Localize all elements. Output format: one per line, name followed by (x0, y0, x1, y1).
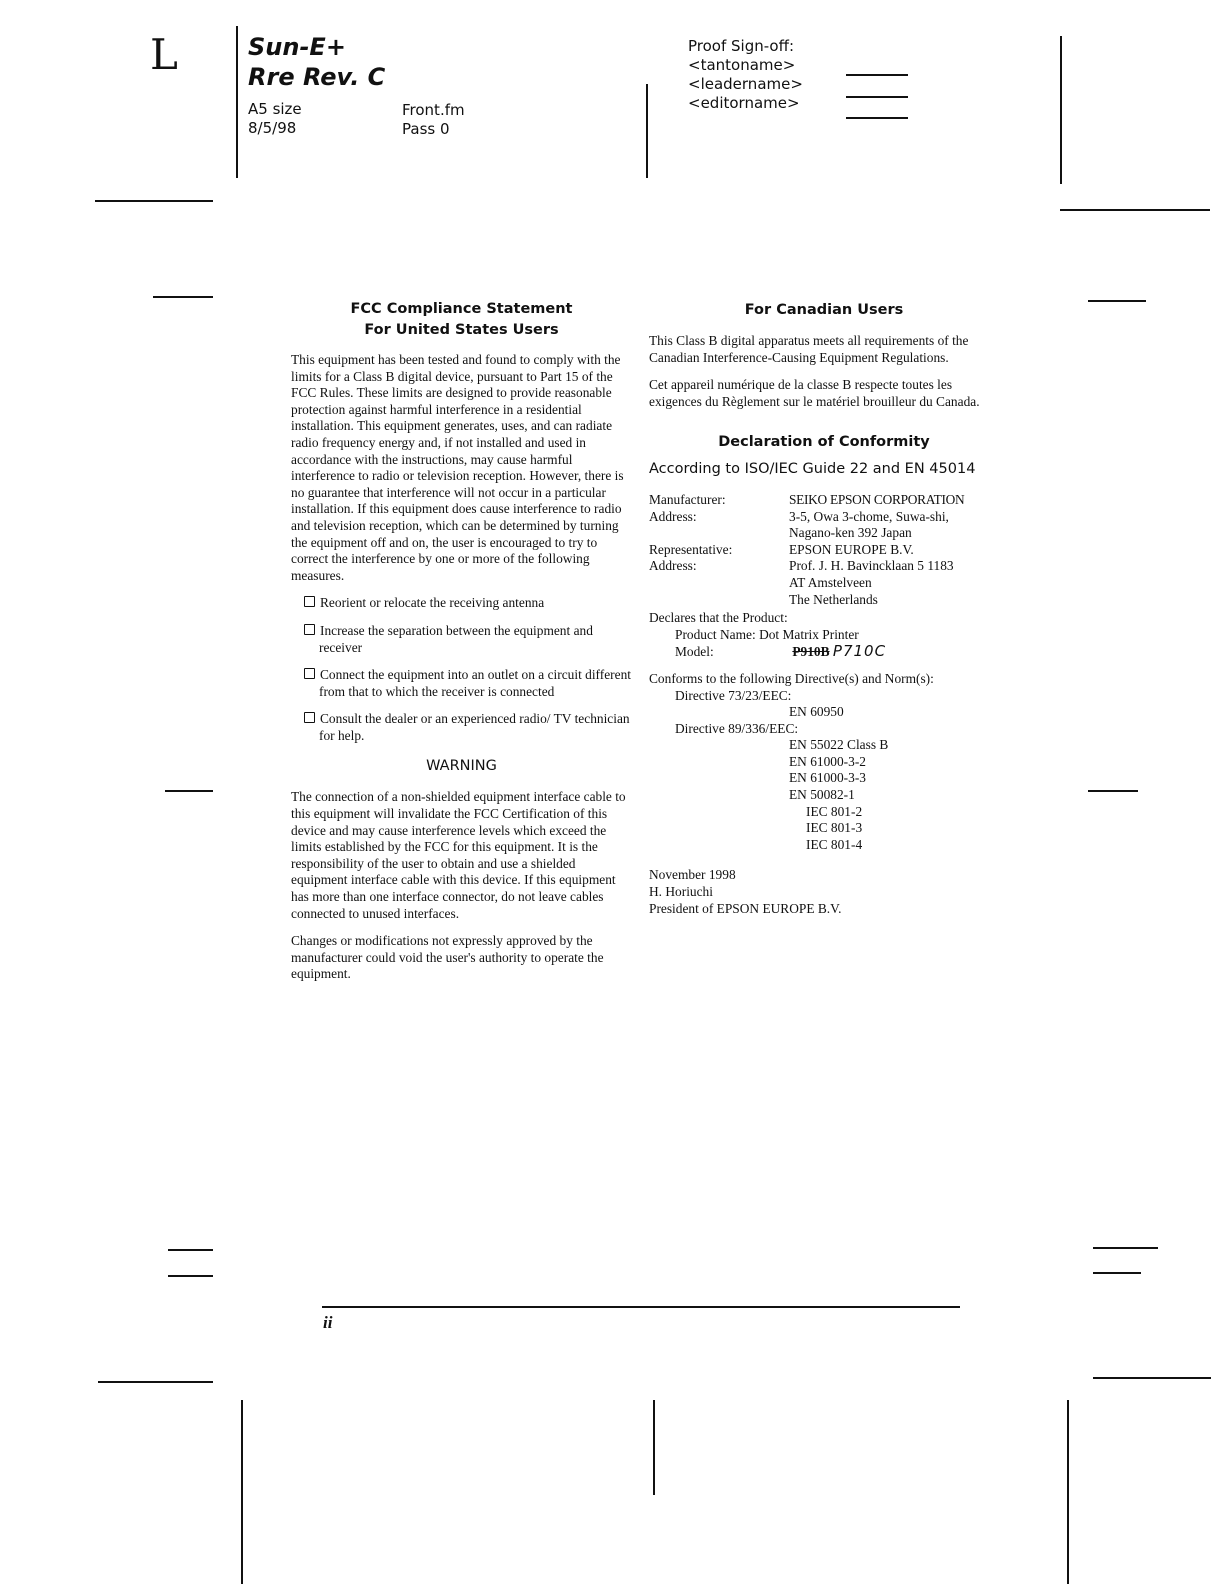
table-row (649, 492, 964, 509)
canada-heading: For Canadian Users (744, 302, 904, 318)
model-label: Model: (675, 644, 714, 660)
fold-mark-left (165, 790, 213, 792)
footer-rule (322, 1306, 960, 1308)
list-item: Reorient or relocate the receiving antenna (304, 595, 632, 612)
directive1-norm: EN 60950 (789, 704, 844, 720)
directive2-norm: EN 61000-3-2 (789, 753, 866, 769)
directive2-norm: EN 50082-1 (789, 787, 855, 803)
signature-line-editor (846, 117, 908, 119)
checkbox-bullet-icon (304, 596, 315, 607)
doc-date: 8/5/98 (248, 119, 297, 137)
proof-signoff (688, 37, 803, 113)
directive2: Directive 89/336/EEC: (675, 720, 799, 736)
signature-line-leader (846, 96, 908, 98)
table-row (649, 509, 964, 526)
table-row (649, 558, 964, 575)
fcc-section (291, 299, 632, 994)
checkbox-bullet-icon (304, 668, 315, 679)
signature-line-tanto (846, 74, 908, 76)
crop-mark-bottom-center-vertical (653, 1400, 655, 1495)
signer-title: President of EPSON EUROPE B.V. (649, 900, 842, 916)
conformity-according: According to ISO/IEC Guide 22 and EN 45014 (649, 461, 976, 478)
canada-french-paragraph: Cet appareil numérique de la classe B respecte toutes les exigences du Règlement sur le matériel brouilleur du Canada. (649, 377, 980, 409)
trim-mark-bottom-right-2 (1093, 1272, 1141, 1274)
directive2-norm: EN 55022 Class B (789, 737, 889, 753)
list-item: Consult the dealer or an experienced radio/ TV technician for help. (304, 711, 632, 744)
representative-label: Representative: (649, 541, 733, 557)
iec-norm: IEC 801-2 (806, 803, 863, 819)
product-name-value: Dot Matrix Printer (759, 626, 859, 642)
trim-mark-bottom-left-1 (168, 1249, 213, 1251)
iec-norm: IEC 801-3 (806, 820, 863, 836)
product-name-label: Product Name: (675, 626, 756, 642)
table-row (649, 575, 964, 592)
table-row (649, 542, 964, 559)
header-divider-middle (646, 84, 648, 178)
header-divider-left (236, 26, 238, 178)
fcc-heading-line1: FCC Compliance Statement (350, 301, 573, 317)
checkbox-bullet-icon (304, 712, 315, 723)
list-item: Increase the separation between the equipment and receiver (304, 623, 632, 656)
representative-address-line3: The Netherlands (789, 591, 878, 607)
directive2-norm: EN 61000-3-3 (789, 770, 866, 786)
product-name-row (649, 627, 999, 644)
manufacturer-label: Manufacturer: (649, 491, 726, 507)
manufacturer-address-line2: Nagano-ken 392 Japan (789, 525, 912, 541)
warning-heading: WARNING (426, 758, 497, 775)
doc-title-line1: Sun-E+ (248, 33, 346, 61)
model-handwritten: P710C (832, 642, 887, 661)
representative-address-line2: AT Amstelveen (789, 574, 872, 590)
doc-file: Front.fm (402, 101, 465, 119)
manufacturer-address-line1: 3-5, Owa 3-chome, Suwa-shi, (789, 508, 949, 524)
declaration-date: November 1998 (649, 867, 736, 883)
fcc-paragraph: This equipment has been tested and found to comply with the limits for a Class B digital device, pursuant to Part 15 of the FCC Rules. These limits are designed to provide reasonable protection against harmful interference in a residential installation. This equipment generates, uses, and can radiate radio frequency energy and, if not installed and used in accordance with the instructions, may cause harmful interference to radio or television reception. However, there is no guarantee that interference will not occur in a particular installation. If this equipment does cause interference to radio and television reception, which can be determined by turning the equipment off and on, the user is encouraged to try to correct the interference by one or more of the following measures. (291, 352, 624, 583)
changes-paragraph: Changes or modifications not expressly approved by the manufacturer could void the user's authority to operate the equipment. (291, 933, 604, 982)
crop-mark-top-right (1060, 209, 1210, 211)
trim-mark-top-left (153, 296, 213, 298)
crop-mark-top-left (95, 200, 213, 202)
representative-address-line1: Prof. J. H. Bavincklaan 5 1183 (789, 558, 954, 574)
crop-mark-bottom-left-vertical (241, 1400, 243, 1584)
doc-size: A5 size (248, 100, 302, 118)
representative-value: EPSON EUROPE B.V. (789, 541, 914, 557)
model-struck: P910B (792, 644, 830, 660)
directive1: Directive 73/23/EEC: (675, 687, 792, 703)
trim-mark-bottom-right-1 (1093, 1247, 1158, 1249)
proof-name-leader: <leadername> (688, 75, 803, 93)
fold-mark-right (1088, 790, 1138, 792)
declares-line: Declares that the Product: (649, 610, 788, 626)
doc-title-line2: Rre Rev. C (248, 63, 386, 91)
warning-paragraph: The connection of a non-shielded equipment interface cable to this equipment will invalidate the FCC Certification of this device and may cause interference levels which exceed the limits established by the FCC for this equipment. It is the responsibility of the user to obtain and use a shielded equipment interface cable with this device. If this equipment has more than one interface connector, do not leave cables connected to unused interfaces. (291, 789, 626, 921)
conforms-line: Conforms to the following Directive(s) and Norm(s): (649, 670, 934, 686)
crop-mark-bottom-left (98, 1381, 213, 1383)
fcc-heading-line2: For United States Users (364, 322, 559, 338)
page-number: ii (323, 1313, 333, 1332)
table-row (649, 592, 964, 609)
fcc-measures-list (291, 595, 632, 744)
header-divider-right (1060, 36, 1062, 184)
trim-mark-top-right (1088, 300, 1146, 302)
trim-mark-bottom-left-2 (168, 1275, 213, 1277)
list-item: Connect the equipment into an outlet on a circuit different from that to which the receiver is connected (304, 667, 632, 700)
address-label: Address: (649, 508, 697, 524)
canada-section (649, 300, 999, 917)
proof-name-tanto: <tantoname> (688, 56, 796, 74)
corner-mark: L (150, 30, 178, 79)
address-label: Address: (649, 558, 697, 574)
signer-name: H. Horiuchi (649, 884, 713, 900)
manufacturer-value: SEIKO EPSON CORPORATION (789, 491, 965, 507)
proof-title: Proof Sign-off: (688, 37, 794, 55)
document-info (248, 32, 385, 92)
iec-norm: IEC 801-4 (806, 836, 863, 852)
crop-mark-bottom-right (1093, 1377, 1211, 1379)
conformity-heading: Declaration of Conformity (718, 434, 930, 451)
manufacturer-table (649, 492, 964, 608)
proof-name-editor: <editorname> (688, 94, 800, 112)
doc-pass: Pass 0 (402, 120, 450, 138)
checkbox-bullet-icon (304, 624, 315, 635)
table-row (649, 525, 964, 542)
crop-mark-bottom-right-vertical (1067, 1400, 1069, 1584)
model-row (649, 643, 999, 661)
canada-english-paragraph: This Class B digital apparatus meets all requirements of the Canadian Interference-Causing Equipment Regulations. (649, 333, 969, 365)
